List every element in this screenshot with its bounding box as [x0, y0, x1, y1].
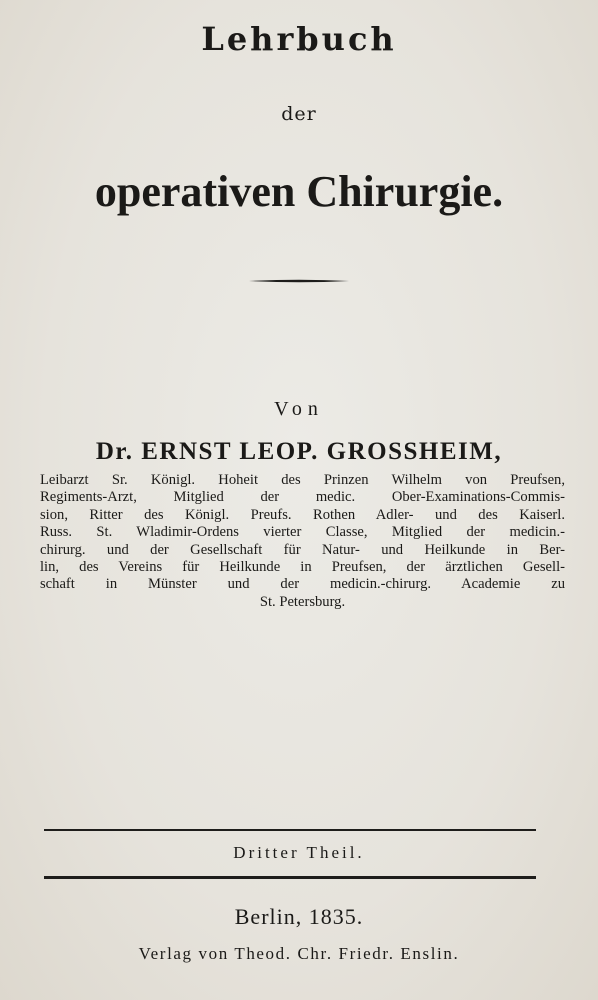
- divider-bottom: [44, 876, 536, 879]
- volume-label: Dritter Theil.: [233, 843, 365, 862]
- credentials-line: chirurg. und der Gesellschaft für Natur- und Heilkunde in Ber-: [40, 541, 565, 558]
- imprint-publisher: Verlag von Theod. Chr. Friedr. Enslin.: [138, 944, 460, 963]
- title-line-lehrbuch: Lehrbuch: [201, 20, 397, 58]
- credentials-line: Leibarzt Sr. Königl. Hoheit des Prinzen Wilhelm von Preufsen,: [40, 472, 565, 488]
- title-line-der: der: [281, 103, 317, 125]
- divider-top: [44, 829, 536, 831]
- author-name: Dr. ERNST LEOP. GROSSHEIM,: [95, 438, 503, 465]
- credentials-line: Russ. St. Wladimir-Ordens vierter Classe, Mitglied der medicin.-: [40, 524, 565, 541]
- title-line-main: operativen Chirurgie.: [94, 167, 504, 216]
- credentials-line: schaft in Münster und der medicin.-chirurg. Academie zu: [40, 576, 565, 593]
- byline: Von: [274, 398, 324, 420]
- ornamental-rule: [249, 279, 349, 283]
- imprint-place-year: Berlin, 1835.: [234, 904, 364, 929]
- author-credentials: [40, 472, 565, 611]
- credentials-line: sion, Ritter des Königl. Preufs. Rothen Adler- und des Kaiserl.: [40, 506, 565, 523]
- credentials-line: St. Petersburg.: [259, 593, 346, 610]
- credentials-line: lin, des Vereins für Heilkunde in Preufsen, der ärztlichen Gesell-: [40, 558, 565, 575]
- credentials-line: Regiments-Arzt, Mitglied der medic. Ober-Examinations-Commis-: [40, 489, 565, 506]
